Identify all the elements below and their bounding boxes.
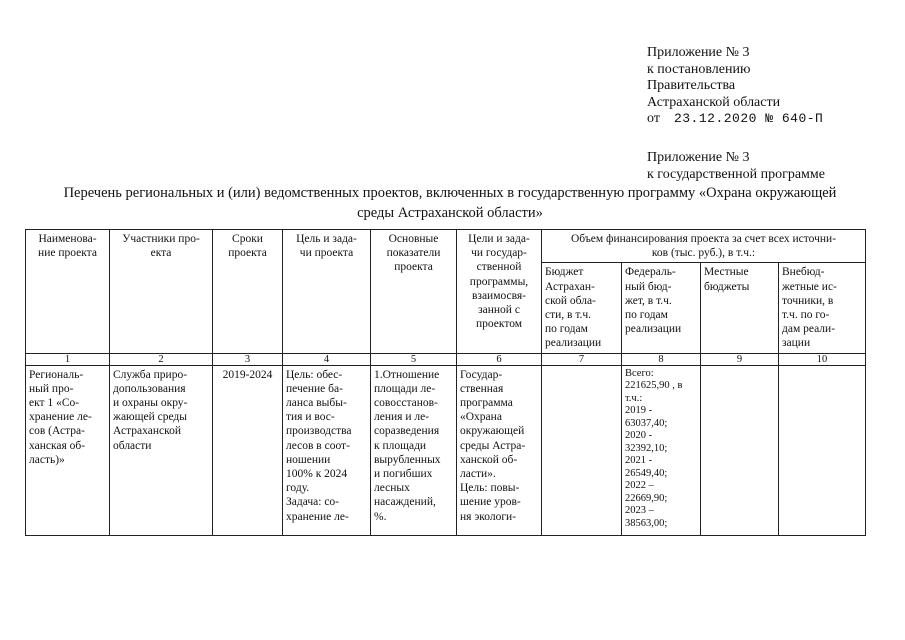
appendix-block-program [647, 150, 825, 183]
header-row-1 [26, 230, 866, 263]
cell-indicators: 1.Отношение площади ле- совосстанов- ления и ле- соразведения к площади вырубленных и погибших лесных насаждений, %. [371, 365, 457, 535]
cell-terms: 2019-2024 [213, 365, 283, 535]
cell-goal: Цель: обес- печение ба- ланса выбы- тия и вос- производства лесов в соот- ношении 100% к 2024 году. Задача: со- хранение ле- [283, 365, 371, 535]
cell-project-name: Региональ- ный про- ект 1 «Со- хранение ле- сов (Астра- ханская об- ласть)» [26, 365, 110, 535]
header-budget-local: Местные бюджеты [701, 263, 779, 353]
appendix-title: Приложение № 3 [647, 45, 750, 60]
appendix-region: Астраханской области [647, 94, 781, 110]
column-number: 9 [701, 353, 779, 365]
appendix-date-line [647, 111, 823, 128]
header-participants: Участники про- екта [110, 230, 213, 354]
header-terms: Сроки проекта [213, 230, 283, 354]
cell-budget-federal: Всего: 221625,90 , в т.ч.: 2019 - 63037,40; 2020 - 32392,10; 2021 - 26549,40; 2022 – 22669,90; 2023 – 38563,00; [622, 365, 701, 535]
column-number: 2 [110, 353, 213, 365]
header-budget-regional: Бюджет Астрахан- ской обла- сти, в т.ч. по годам реализации [542, 263, 622, 353]
date-stamp: 23.12.2020 № 640-П [673, 111, 824, 126]
appendix-block-resolution [647, 45, 823, 128]
date-prefix: от [647, 111, 660, 126]
column-number: 1 [26, 353, 110, 365]
cell-budget-regional [542, 365, 622, 535]
column-number: 7 [542, 353, 622, 365]
column-number: 5 [371, 353, 457, 365]
document-title-line-1: Перечень региональных и (или) ведомственных проектов, включенных в государственную программу «Охрана окружающей [63, 185, 837, 201]
appendix-to-resolution: к постановлению [647, 61, 751, 77]
column-number: 4 [283, 353, 371, 365]
header-indicators: Основные показатели проекта [371, 230, 457, 354]
column-number: 10 [779, 353, 866, 365]
header-name: Наименова- ние проекта [26, 230, 110, 354]
cell-participants: Служба приро- допользования и охраны окру- жающей среды Астраханской области [110, 365, 213, 535]
appendix-government: Правительства [647, 78, 736, 93]
cell-budget-local [701, 365, 779, 535]
column-number: 3 [213, 353, 283, 365]
table-row [26, 365, 866, 535]
cell-state-goals: Государ- ственная программа «Охрана окружающей среды Астра- ханской об- ласти». Цель: повы- шение уров- ня экологи- [457, 365, 542, 535]
header-state-goals: Цели и зада- чи государ- ственной программы, взаимосвя- занной с проектом [457, 230, 542, 354]
header-budget-federal: Федераль- ный бюд- жет, в т.ч. по годам реализации [622, 263, 701, 353]
column-number: 8 [622, 353, 701, 365]
column-number: 6 [457, 353, 542, 365]
appendix-to-program: к государственной программе [647, 166, 825, 182]
cell-budget-offbudget [779, 365, 866, 535]
document-title-line-2: среды Астраханской области» [357, 205, 543, 221]
appendix-title-2: Приложение № 3 [647, 150, 750, 165]
header-budget-offbudget: Внебюд- жетные ис- точники, в т.ч. по го- дам реали- зации [779, 263, 866, 353]
document-title [20, 183, 880, 223]
projects-table [25, 229, 866, 536]
column-number-row [26, 353, 866, 365]
header-goal: Цель и зада- чи проекта [283, 230, 371, 354]
header-financing: Объем финансирования проекта за счет всех источни- ков (тыс. руб.), в т.ч.: [542, 230, 866, 263]
